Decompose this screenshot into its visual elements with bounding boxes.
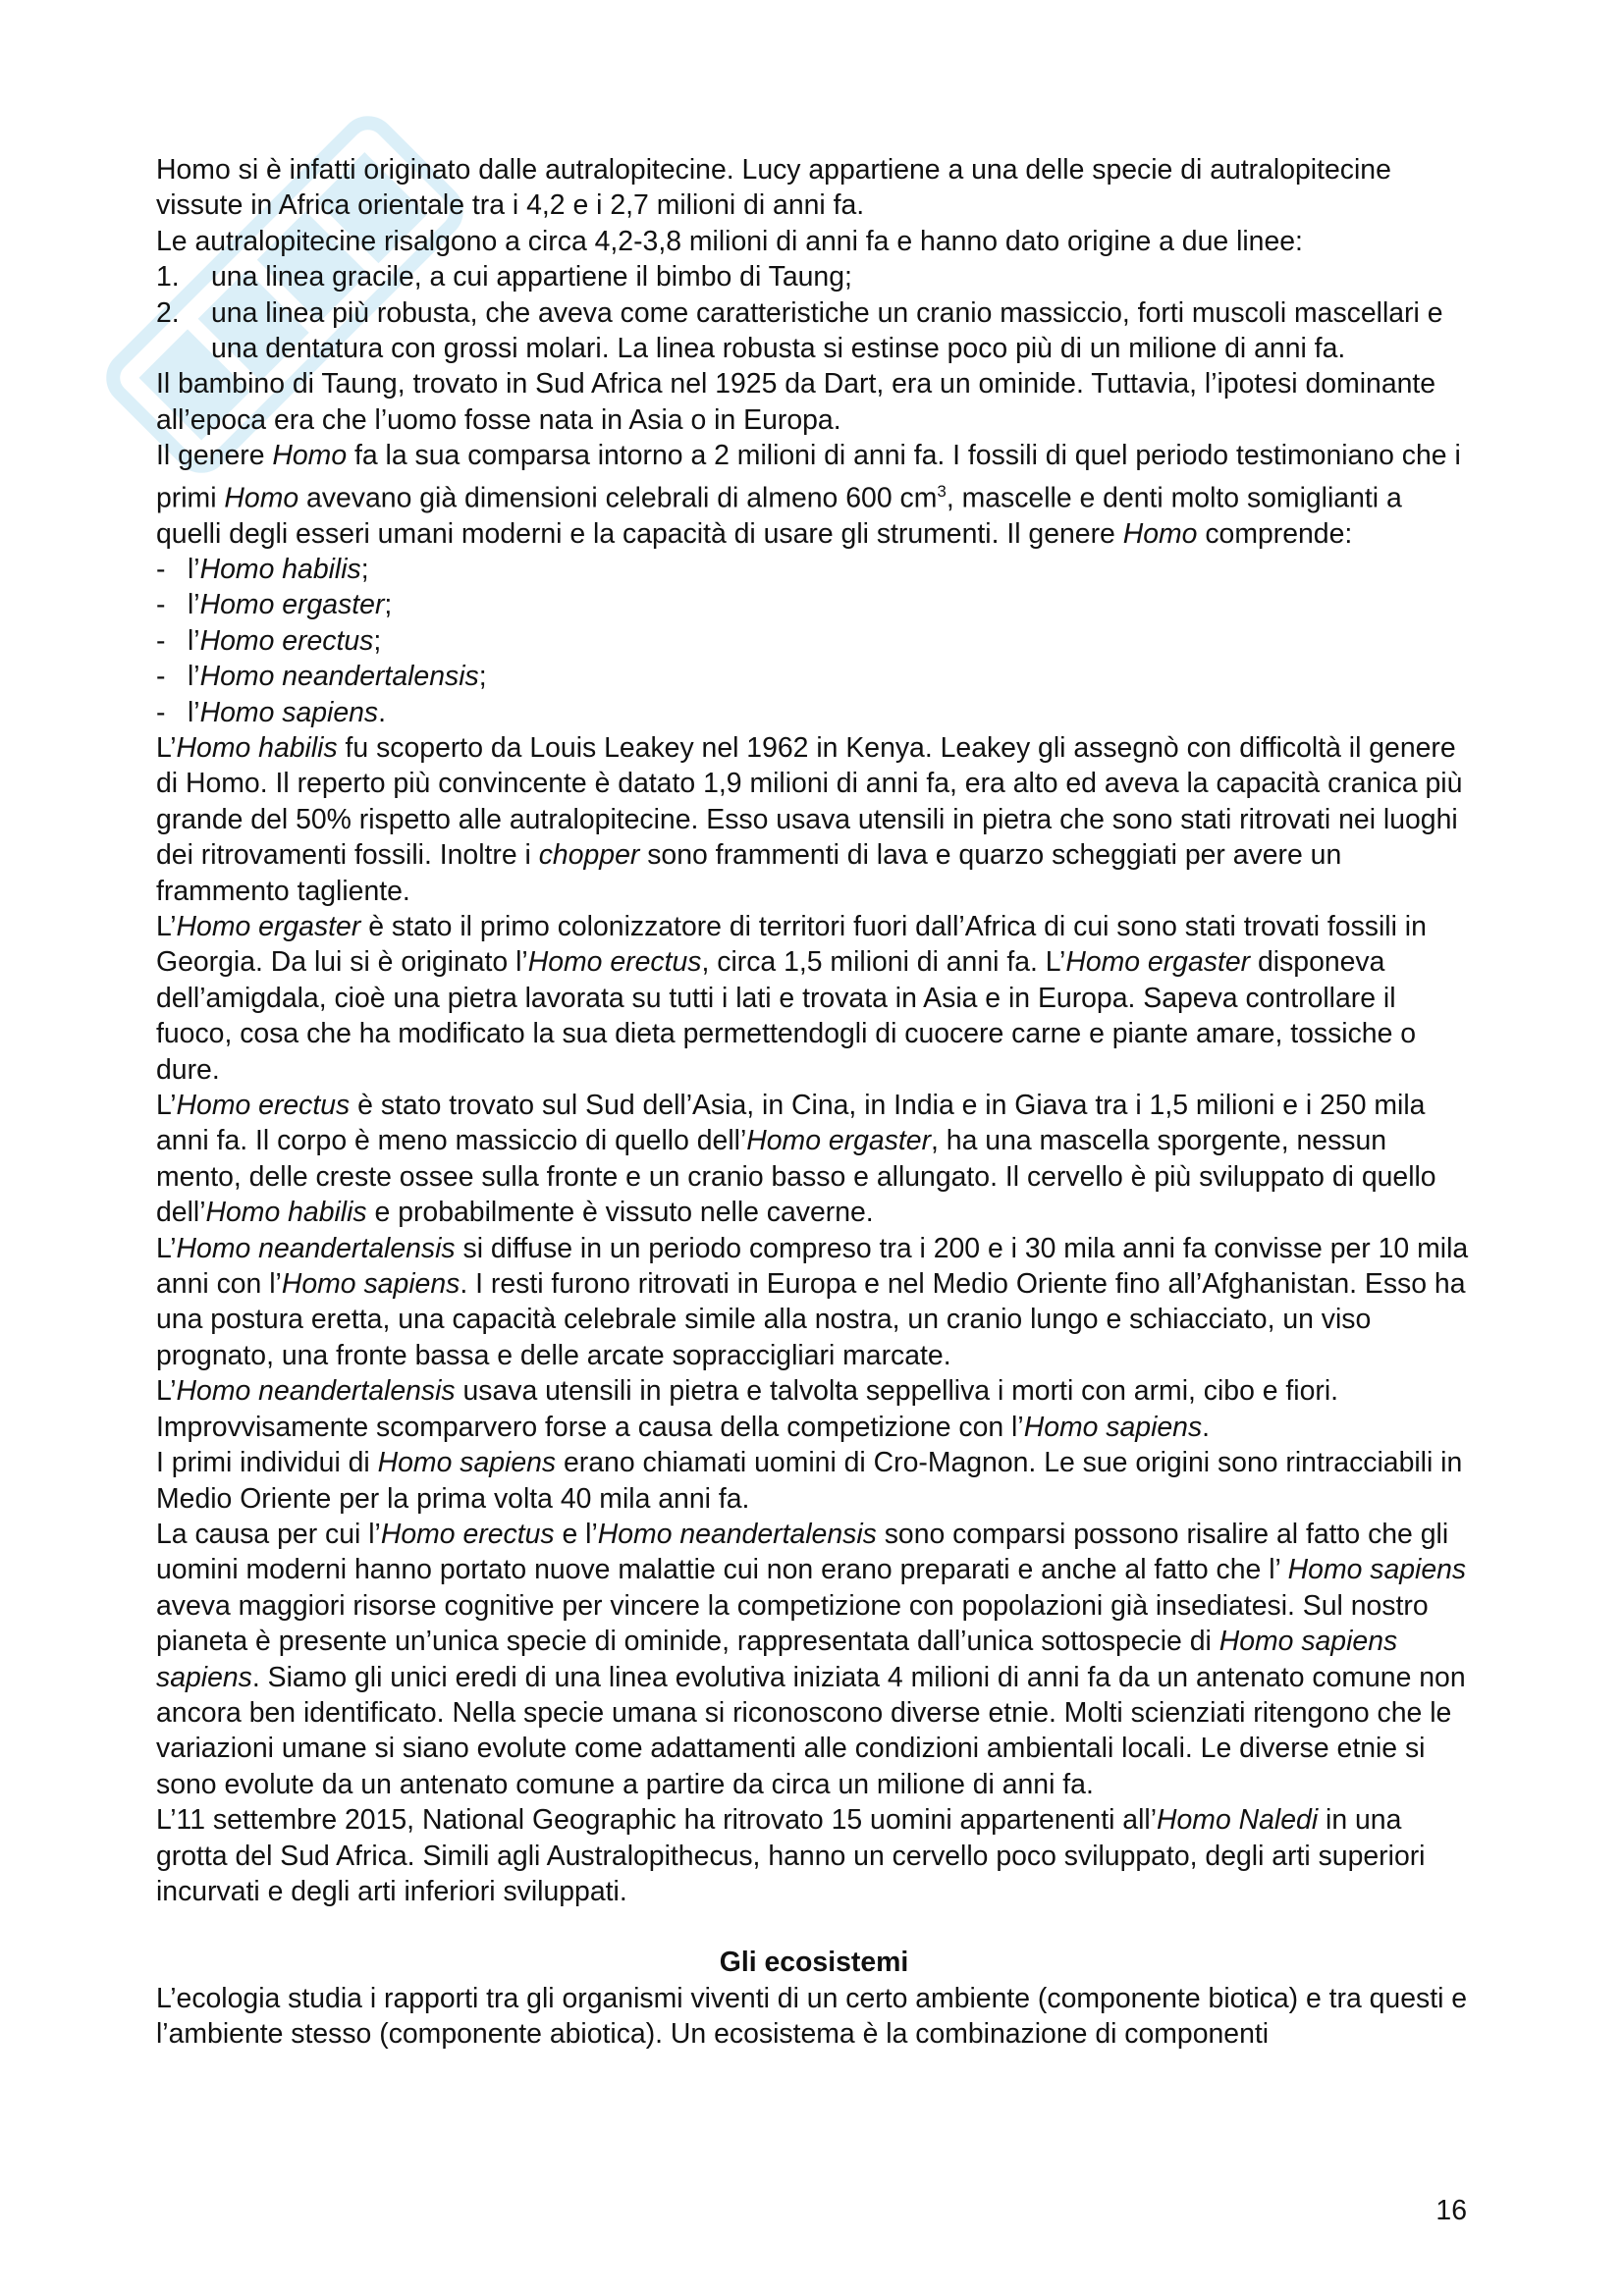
italic-term: Homo erectus (380, 1518, 555, 1550)
italic-term: Homo erectus (527, 946, 702, 979)
list-item (156, 295, 1472, 367)
text-run: . (378, 696, 386, 728)
list-item-text: una linea gracile, a cui appartiene il bimbo di Taung; (211, 261, 852, 294)
paragraph (156, 438, 1472, 552)
text-run: , circa 1,5 milioni di anni fa. L’ (701, 946, 1066, 979)
paragraph (156, 1088, 1472, 1231)
text-run: L’ (156, 911, 177, 942)
text-run: L’ (156, 1232, 177, 1264)
italic-term: Homo habilis (205, 1197, 367, 1229)
text-run: L’ (156, 1090, 177, 1122)
text-run: l’ (188, 624, 200, 657)
paragraph (156, 1231, 1472, 1374)
text-run: ; (360, 553, 369, 585)
italic-term: Homo sapiens (1023, 1411, 1203, 1443)
section-heading: Gli ecosistemi (719, 1947, 909, 1979)
text-run: l’ (188, 696, 200, 728)
species-name: Homo ergaster (199, 589, 385, 621)
list-item (156, 623, 1472, 659)
text-run: usava utensili in pietra e talvolta seppelliva i morti con armi, cibo e fiori. Improvvisamente scomparvero forse a causa della competizione con l’ (156, 1375, 1339, 1443)
text-run: comprende: (1197, 517, 1353, 550)
italic-term: Homo sapiens (1287, 1554, 1467, 1586)
italic-term: Homo sapiens (377, 1447, 557, 1479)
italic-term: Homo neandertalensis (176, 1375, 456, 1408)
text-run: l’ (188, 589, 200, 621)
list-marker: - (156, 553, 166, 585)
list-marker: 1. (156, 261, 180, 294)
paragraph (156, 1802, 1472, 1909)
italic-term: Homo ergaster (176, 911, 361, 942)
species-name: Homo sapiens (199, 696, 379, 728)
text-run: L’ (156, 731, 177, 764)
list-marker: - (156, 624, 166, 657)
list-item (156, 695, 1472, 730)
list-item (156, 659, 1472, 694)
paragraph (156, 730, 1472, 909)
italic-term: Homo erectus (176, 1090, 351, 1122)
text-run: e l’ (554, 1518, 598, 1550)
text-run: L’ (156, 1375, 177, 1408)
list-item (156, 552, 1472, 587)
species-name: Homo neandertalensis (199, 661, 479, 693)
italic-term: Homo sapiens sapiens (156, 1626, 1398, 1693)
italic-term: Homo sapiens (281, 1268, 460, 1301)
text-run: I primi individui di (156, 1447, 378, 1479)
text-run: fu scoperto da Louis Leakey nel 1962 in Kenya. Leakey gli assegnò con difficoltà il genere di Homo. Il reperto più convincente è datato 1,9 milioni di anni fa, era alto ed aveva la capacità cranica più grande del 50% rispetto alle autralopitecine. Esso usava utensili in pietra che sono stati ritrovati nei luoghi dei ritrovamenti fossili. Inoltre i (156, 731, 1463, 872)
italic-term: Homo habilis (176, 731, 338, 764)
italic-term: Homo (1122, 517, 1198, 550)
species-list (156, 552, 1472, 730)
list-marker: - (156, 661, 166, 693)
text-run: in una grotta del Sud Africa. Simili agli Australopithecus, hanno un cervello poco sviluppato, degli arti superiori incurvati e degli arti inferiori sviluppati. (156, 1804, 1426, 1907)
text-run: l’ (188, 553, 200, 585)
text-run: Il genere (156, 440, 273, 472)
text-run: L’11 settembre 2015, National Geographic ha ritrovato 15 uomini appartenenti all’ (156, 1804, 1158, 1837)
text-run: è stato il primo colonizzatore di territori fuori dall’Africa di cui sono stati trovati fossili in Georgia. Da lui si è originato l’ (156, 911, 1427, 979)
text-run: è stato trovato sul Sud dell’Asia, in Cina, in India e in Giava tra i 1,5 milioni e i 250 mila anni fa. Il corpo è meno massiccio di quello dell’ (156, 1090, 1426, 1157)
list-item (156, 259, 1472, 294)
list-marker: - (156, 696, 166, 728)
text-run: aveva maggiori risorse cognitive per vincere la competizione con popolazioni già insediatesi. Sul nostro pianeta è presente un’unica specie di ominide, rappresentata dall’unica sottospecie di (156, 1589, 1429, 1658)
italic-term: Homo Naledi (1157, 1804, 1319, 1837)
text-run: si diffuse in un periodo compreso tra i 200 e i 30 mila anni fa convisse per 10 mila anni con l’ (156, 1232, 1469, 1301)
list-item (156, 587, 1472, 622)
italic-term: Homo ergaster (1065, 946, 1251, 979)
species-name: Homo habilis (199, 553, 361, 585)
text-run: e probabilmente è vissuto nelle caverne. (366, 1197, 874, 1229)
text-run: erano chiamati uomini di Cro-Magnon. Le sue origini sono rintracciabili in Medio Oriente per la prima volta 40 mila anni fa. (156, 1447, 1463, 1515)
text-run: sono frammenti di lava e quarzo scheggiati per avere un frammento tagliente. (156, 839, 1342, 907)
document-page (156, 152, 1472, 2053)
text-run: ; (373, 624, 382, 657)
text-run: . I resti furono ritrovati in Europa e nel Medio Oriente fino all’Afghanistan. Esso ha una postura eretta, una capacità celebrale simile alla nostra, un cranio lungo e schiacciato, un viso prognato, una fronte bassa e delle arcate sopraccigliari marcate. (156, 1268, 1466, 1371)
list-item-text: una linea più robusta, che aveva come caratteristiche un cranio massiccio, forti muscoli mascellari e una dentatura con grossi molari. La linea robusta si estinse poco più di un milione di anni fa. (211, 296, 1443, 365)
paragraph (156, 909, 1472, 1088)
paragraph: Homo si è infatti originato dalle autralopitecine. Lucy appartiene a una delle specie di autralopitecine vissute in Africa orientale tra i 4,2 e i 2,7 milioni di anni fa. (156, 154, 1391, 222)
text-run: disponeva dell’amigdala, cioè una pietra lavorata su tutti i lati e trovata in Asia e in Europa. Sapeva controllare il fuoco, cosa che ha modificato la sua dieta permettendogli di cuocere carne e piante amare, tossiche o dure. (156, 946, 1417, 1086)
text-run: . (1202, 1411, 1211, 1443)
paragraph: Il bambino di Taung, trovato in Sud Africa nel 1925 da Dart, era un ominide. Tuttavia, l’ipotesi dominante all’epoca era che l’uomo fosse nata in Asia o in Europa. (156, 368, 1436, 436)
italic-term: Homo ergaster (746, 1125, 932, 1157)
text-run: fa la sua comparsa intorno a 2 milioni di anni fa. I fossili di quel periodo testimoniano che i primi (156, 440, 1461, 514)
species-name: Homo erectus (199, 624, 374, 657)
superscript: 3 (937, 481, 947, 501)
text-run: ; (478, 661, 487, 693)
page-number: 16 (1435, 2195, 1467, 2226)
text-run: , ha una mascella sporgente, nessun mento, delle creste ossee sulla fronte e un cranio basso e allungato. Il cervello è più sviluppato di quello dell’ (156, 1125, 1436, 1229)
text-run: ; (384, 589, 393, 621)
paragraph: Le autralopitecine risalgono a circa 4,2-3,8 milioni di anni fa e hanno dato origine a due linee: (156, 225, 1303, 257)
text-run: l’ (188, 661, 200, 693)
text-run: La causa per cui l’ (156, 1518, 381, 1550)
list-marker: - (156, 589, 166, 621)
paragraph: L’ecologia studia i rapporti tra gli organismi viventi di un certo ambiente (componente biotica) e tra questi e l’ambiente stesso (componente abiotica). Un ecosistema è la combinazione di componenti (156, 1982, 1468, 2051)
italic-term: Homo (224, 482, 299, 514)
text-run: , mascelle e denti molto somiglianti a quelli degli esseri umani moderni e la capacità di usare gli strumenti. Il genere (156, 482, 1402, 550)
italic-term: Homo (272, 440, 348, 472)
text-run: sono comparsi possono risalire al fatto che gli uomini moderni hanno portato nuove malattie cui non erano preparati e anche al fatto che l’ (156, 1518, 1449, 1586)
list-marker: 2. (156, 296, 180, 329)
text-run: . Siamo gli unici eredi di una linea evolutiva iniziata 4 milioni di anni fa da un antenato comune non ancora ben identificato. Nella specie umana si riconoscono diverse etnie. Molti scienziati ritengono che le variazioni umane si siano evolute come adattamenti alle condizioni ambientali locali. Le diverse etnie si sono evolute da un antenato comune a partire da circa un milione di anni fa. (156, 1661, 1466, 1800)
italic-term: Homo neandertalensis (597, 1518, 877, 1550)
paragraph (156, 1445, 1472, 1517)
italic-term: Homo neandertalensis (176, 1232, 456, 1264)
paragraph (156, 1373, 1472, 1445)
italic-term: chopper (538, 839, 640, 872)
text-run: avevano già dimensioni celebrali di almeno 600 cm (298, 482, 938, 514)
paragraph (156, 1517, 1472, 1802)
lines-list (156, 259, 1472, 366)
